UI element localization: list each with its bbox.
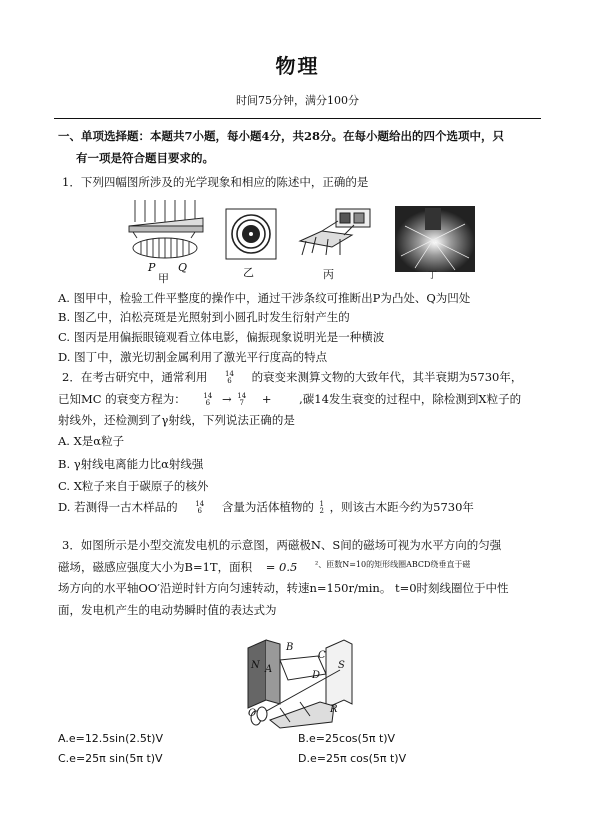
exam-info: 时间75分钟，满分100分 [236, 94, 359, 107]
q2-stem-line3: 射线外，还检测到了γ射线，下列说法正确的是 [58, 413, 295, 427]
label-ding: 丁 [428, 271, 438, 281]
section-heading-cont: 有一项是符合题目要求的。 [76, 151, 214, 165]
q2-option-b[interactable]: B. γ射线电离能力比α射线强 [58, 457, 204, 471]
label-yi: 乙 [243, 266, 254, 279]
q3-stem-line3: 场方向的水平轴OO′沿逆时针方向匀速转动，转速n=150r/min。 t=0时刻线圈位于中性 [58, 581, 509, 595]
nuclide-c14: 14 6 [224, 370, 234, 385]
figure-bing-polarized-glasses [292, 205, 378, 263]
label-p: P [148, 261, 156, 274]
fraction-half: 1 2 [319, 500, 324, 515]
q3-stem-line1: 3．如图所示是小型交流发电机的示意图，两磁极N、S间的磁场可视为水平方向的匀强 [62, 538, 502, 552]
section-heading: 一、单项选择题：本题共7小题，每小题4分，共28分。在每小题给出的四个选项中，只 [58, 129, 505, 143]
nuclide-c14-eq: 14 6 [203, 392, 213, 407]
q2-stem-line2: 已知MC 的衰变方程为： 14 6 → 14 7 + ,碳14发生衰变的过程中，除检测到X粒子的 [58, 392, 522, 407]
q1-option-d[interactable]: D. 图丁中，激光切割金属利用了激光平行度高的特点 [58, 350, 328, 364]
q1-stem: 1．下列四幅图所涉及的光学现象和相应的陈述中，正确的是 [62, 175, 369, 189]
figure-jia-interference [125, 196, 215, 276]
q1-option-b[interactable]: B. 图乙中，泊松亮斑是光照射到小圆孔时发生衍射产生的 [58, 310, 350, 324]
q2-option-a[interactable]: A. X是α粒子 [58, 434, 125, 448]
q2-stem-line1: 2．在考古研究中，通常利用 14 6 的衰变来测算文物的大致年代，其半衰期为5730年， [62, 370, 523, 385]
q3-option-a[interactable]: A.e=12.5sin(2.5t)V [58, 732, 163, 745]
gen-label-a: A [265, 664, 273, 675]
page-title: 物理 [275, 54, 320, 78]
figure-yi-poisson-spot [225, 208, 277, 260]
q3-stem-line4: 面，发电机产生的电动势瞬时值的表达式为 [58, 603, 277, 617]
q2-option-d[interactable]: D. 若测得一古木样品的 14 6 含量为活体植物的 1 2 ，则该古木距今约为5730年 [58, 500, 474, 515]
q3-option-d[interactable]: D.e=25π cos(5π t)V [298, 752, 407, 765]
header-divider [54, 118, 541, 119]
q3-option-b[interactable]: B.e=25cos(5π t)V [298, 732, 396, 745]
gen-label-n: N [251, 660, 260, 671]
gen-label-b: B [286, 642, 294, 653]
gen-label-r: R [330, 704, 338, 715]
label-jia: 甲 [158, 272, 169, 285]
q1-option-a[interactable]: A. 图甲中，检验工件平整度的操作中，通过干涉条纹可推断出P为凸处、Q为凹处 [58, 291, 471, 305]
q2-option-c[interactable]: C. X粒子来自于碳原子的核外 [58, 479, 209, 493]
figure-ac-generator [240, 630, 360, 730]
gen-label-s: S [338, 660, 345, 671]
q3-stem-line2: 磁场，磁感应强度大小为B=1T，面积 = 0.5 $^{^2、匝数N=10的矩形线圈ABCD绕垂直于磁}$ [58, 560, 471, 574]
gen-label-o: O [248, 708, 257, 719]
gen-label-c: C [318, 650, 326, 661]
gen-label-d: D [312, 670, 321, 681]
nuclide-c14-d: 14 6 [195, 500, 205, 515]
q1-option-c[interactable]: C. 图丙是用偏振眼镜观看立体电影，偏振现象说明光是一种横波 [58, 330, 385, 344]
nuclide-n14: 14 7 [237, 392, 247, 407]
label-bing: 丙 [323, 268, 334, 281]
figure-ding-laser-cutting-photo [395, 206, 475, 272]
label-q: Q [178, 261, 188, 274]
q3-option-c[interactable]: C.e=25π sin(5π t)V [58, 752, 163, 765]
